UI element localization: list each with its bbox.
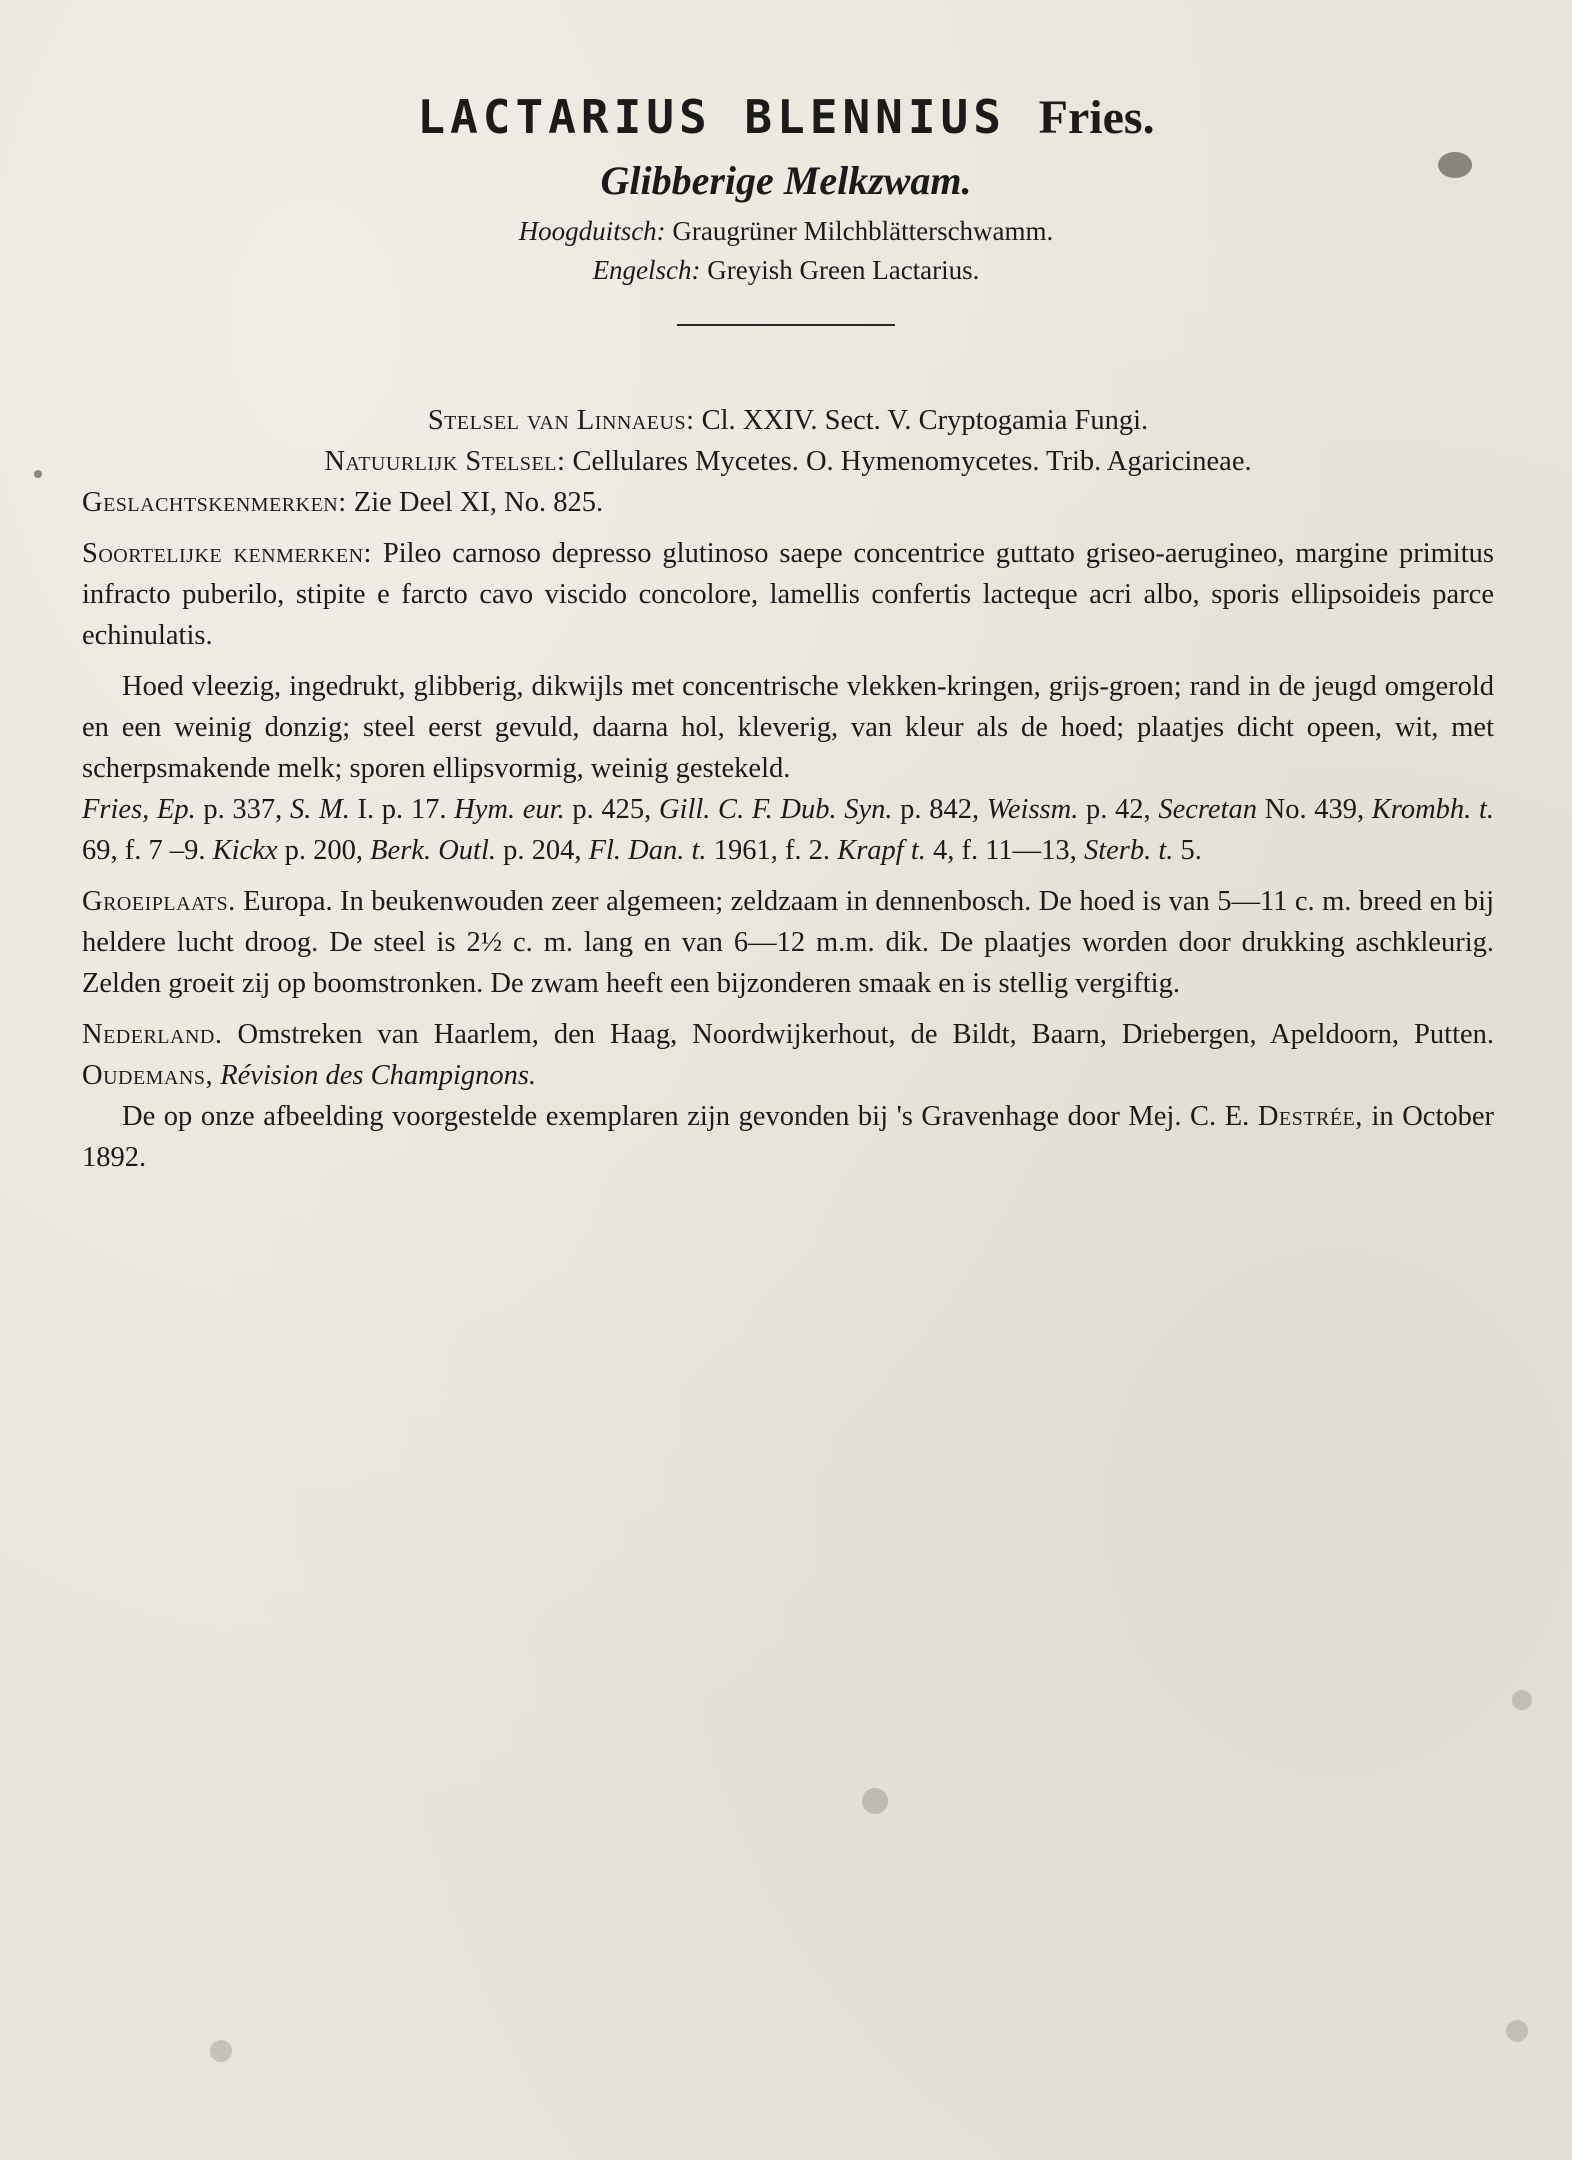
reference-source: S. M. bbox=[289, 794, 350, 825]
description-body bbox=[82, 400, 1494, 1178]
genus-characters bbox=[82, 482, 1494, 523]
dutch-common-name: Glibberige Melkzwam. bbox=[600, 157, 972, 203]
reference-locator: I. p. 17. bbox=[349, 794, 455, 825]
genus-text: Zie Deel XI, No. 825. bbox=[353, 487, 604, 518]
foxing-spot bbox=[1506, 2020, 1528, 2042]
genus-label: Geslachtskenmerken: bbox=[82, 487, 347, 518]
reference-source: Kickx bbox=[212, 835, 278, 866]
species-name: LACTARIUS BLENNIUS bbox=[417, 90, 1006, 144]
title-divider bbox=[677, 324, 895, 326]
species-dutch-description bbox=[82, 666, 1494, 789]
reference-locator: 1961, f. 2. bbox=[706, 835, 838, 866]
reference-source: Secretan bbox=[1158, 794, 1257, 825]
reference-source: Krapf t. bbox=[837, 835, 926, 866]
netherlands-paragraph bbox=[82, 1014, 1494, 1096]
natural-text: Cellulares Mycetes. O. Hymenomycetes. Trib. Agaricineae. bbox=[572, 446, 1252, 477]
reference-source: Fries, Ep. bbox=[82, 794, 196, 825]
reference-source: Berk. Outl. bbox=[370, 835, 496, 866]
reference-source: Gill. C. F. Dub. Syn. bbox=[658, 794, 893, 825]
habitat-text: Europa. In beukenwouden zeer algemeen; zeldzaam in dennenbosch. De hoed is van 5—11 c. m. breed en bij heldere lucht droog. De steel is 2½ c. m. lang en van 6—12 m.m. dik. De plaatjes worden door drukking aschkleurig. Zelden groeit zij op boomstronken. De zwam heeft een bijzonderen smaak en is stellig vergiftig. bbox=[82, 886, 1495, 999]
source-title: Révision des Champignons. bbox=[220, 1060, 537, 1091]
species-author: Fries. bbox=[1038, 91, 1155, 144]
reference-locator: No. 439, bbox=[1256, 794, 1372, 825]
habitat-label: Groeiplaats. bbox=[82, 886, 236, 917]
reference-source: Krombh. t. bbox=[1371, 794, 1494, 825]
german-name-line bbox=[0, 216, 1572, 247]
foxing-spot bbox=[210, 2040, 232, 2062]
collection-date: in October 1892. bbox=[82, 1101, 1495, 1173]
natural-label: Natuurlijk Stelsel: bbox=[324, 446, 566, 477]
reference-locator: 5. bbox=[1173, 835, 1202, 866]
literature-references bbox=[82, 789, 1494, 871]
species-dutch: Hoed vleezig, ingedrukt, glibberig, dikwijls met concentrische vlekken-kringen, grijs-groen; rand in de jeugd omgerold en een weinig donzig; steel eerst gevuld, daarna hol, kleverig, van kleur als de hoed; plaatjes dicht opeen, wit, met scherpsmakende melk; sporen ellipsvormig, weinig gestekeld. bbox=[82, 671, 1494, 784]
reference-locator: p. 842, bbox=[892, 794, 987, 825]
netherlands-label: Nederland. bbox=[82, 1019, 223, 1050]
german-name: Graugrüner Milchblätterschwamm. bbox=[672, 215, 1054, 246]
linnaeus-label: Stelsel van Linnaeus: bbox=[427, 405, 695, 436]
reference-locator: p. 200, bbox=[277, 835, 371, 866]
english-name-line bbox=[0, 255, 1572, 286]
english-label: Engelsch: bbox=[592, 254, 701, 285]
page-title bbox=[0, 92, 1572, 145]
source-author: Oudemans, bbox=[82, 1060, 214, 1091]
collector-name: Destrée, bbox=[1257, 1101, 1363, 1132]
natural-system bbox=[82, 441, 1494, 482]
reference-source: Hym. eur. bbox=[454, 794, 565, 825]
species-characters bbox=[82, 533, 1494, 656]
species-label: Soortelijke kenmerken: bbox=[82, 538, 372, 569]
reference-source: Fl. Dan. t. bbox=[588, 835, 707, 866]
habitat-paragraph bbox=[82, 881, 1494, 1004]
reference-locator: p. 42, bbox=[1078, 794, 1159, 825]
species-latin: Pileo carnoso depresso glutinoso saepe concentrice guttato griseo-aerugineo, margine primitus infracto puberilo, stipite e farcto cavo viscido concolore, lamellis confertis lacteque acri albo, sporis ellipsoideis parce echinulatis. bbox=[82, 538, 1494, 651]
closing-text: De op onze afbeelding voorgestelde exemplaren zijn gevonden bij 's Gravenhage door Mej. C. E. bbox=[122, 1101, 1250, 1132]
reference-locator: 4, f. 11—13, bbox=[925, 835, 1084, 866]
reference-locator: p. 204, bbox=[495, 835, 589, 866]
reference-locator: p. 337, bbox=[195, 794, 290, 825]
german-label: Hoogduitsch: bbox=[518, 215, 666, 246]
foxing-spot bbox=[862, 1788, 888, 1814]
linnaeus-text: Cl. XXIV. Sect. V. Cryptogamia Fungi. bbox=[701, 405, 1149, 436]
foxing-spot bbox=[1512, 1690, 1532, 1710]
title-block bbox=[0, 92, 1572, 326]
ink-spot bbox=[34, 470, 42, 478]
reference-locator: p. 425, bbox=[564, 794, 659, 825]
reference-source: Weissm. bbox=[986, 794, 1079, 825]
netherlands-text: Omstreken van Haarlem, den Haag, Noordwijkerhout, de Bildt, Baarn, Driebergen, Apeldoorn, Putten. bbox=[237, 1019, 1495, 1050]
reference-locator: 69, f. 7 –9. bbox=[82, 835, 213, 866]
linnaeus-system bbox=[82, 400, 1494, 441]
closing-paragraph bbox=[82, 1096, 1494, 1178]
english-name: Greyish Green Lactarius. bbox=[707, 254, 980, 285]
reference-source: Sterb. t. bbox=[1083, 835, 1174, 866]
